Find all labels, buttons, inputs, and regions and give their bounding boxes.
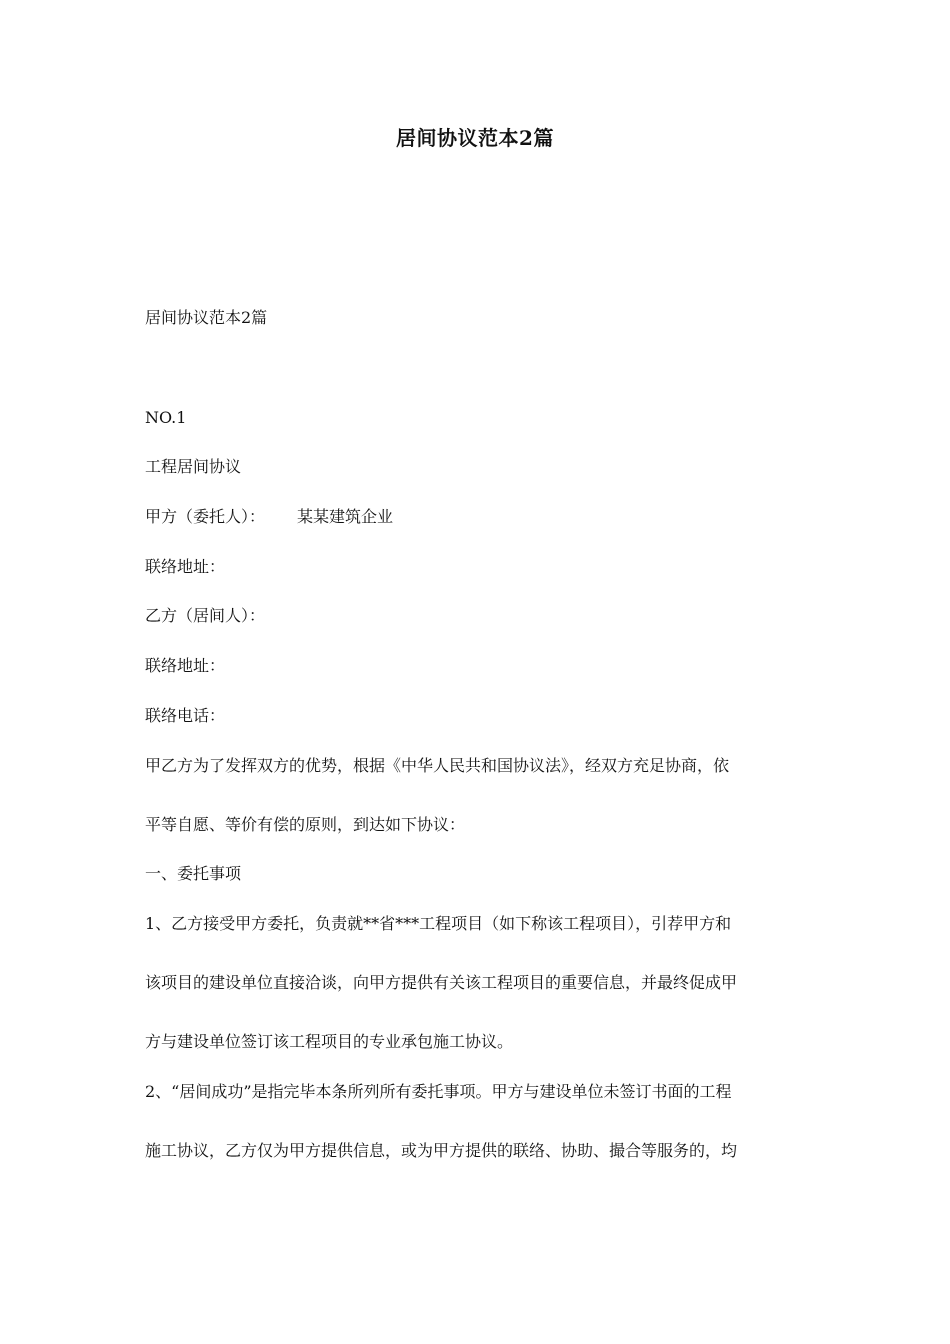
party-a-line (145, 506, 393, 528)
intro-line-1: 甲乙方为了发挥双方的优势，根据《中华人民共和国协议法》，经双方充足协商，依 (145, 756, 730, 775)
section-number: NO.1 (145, 408, 187, 427)
item-2-line-1: 2、“居间成功”是指完毕本条所列所有委托事项。甲方与建设单位未签订书面的工程 (145, 1082, 732, 1101)
item-1-line-1: 1、乙方接受甲方委托，负责就**省***工程项目（如下称该工程项目），引荐甲方和 (145, 914, 732, 933)
party-a-address: 联络地址： (145, 557, 226, 576)
heading-entrusted-matters: 一、委托事项 (145, 864, 242, 883)
contract-name: 工程居间协议 (145, 457, 242, 476)
intro-line-2: 平等自愿、等价有偿的原则，到达如下协议： (145, 815, 466, 834)
item-1-line-2: 该项目的建设单位直接洽谈，向甲方提供有关该工程项目的重要信息，并最终促成甲 (145, 973, 738, 992)
party-b-phone: 联络电话： (145, 706, 226, 725)
party-a-value: 某某建筑企业 (297, 507, 394, 526)
document-title: 居间协议范本2篇 (396, 126, 554, 150)
item-1-line-3: 方与建设单位签订该工程项目的专业承包施工协议。 (145, 1032, 514, 1051)
party-b-label: 乙方（居间人）： (145, 606, 266, 625)
party-b-address: 联络地址： (145, 656, 226, 675)
item-2-line-2: 施工协议，乙方仅为甲方提供信息，或为甲方提供的联络、协助、撮合等服务的，均 (145, 1141, 738, 1160)
document-subtitle: 居间协议范本2篇 (145, 308, 268, 327)
party-a-label: 甲方（委托人）： (145, 507, 266, 526)
